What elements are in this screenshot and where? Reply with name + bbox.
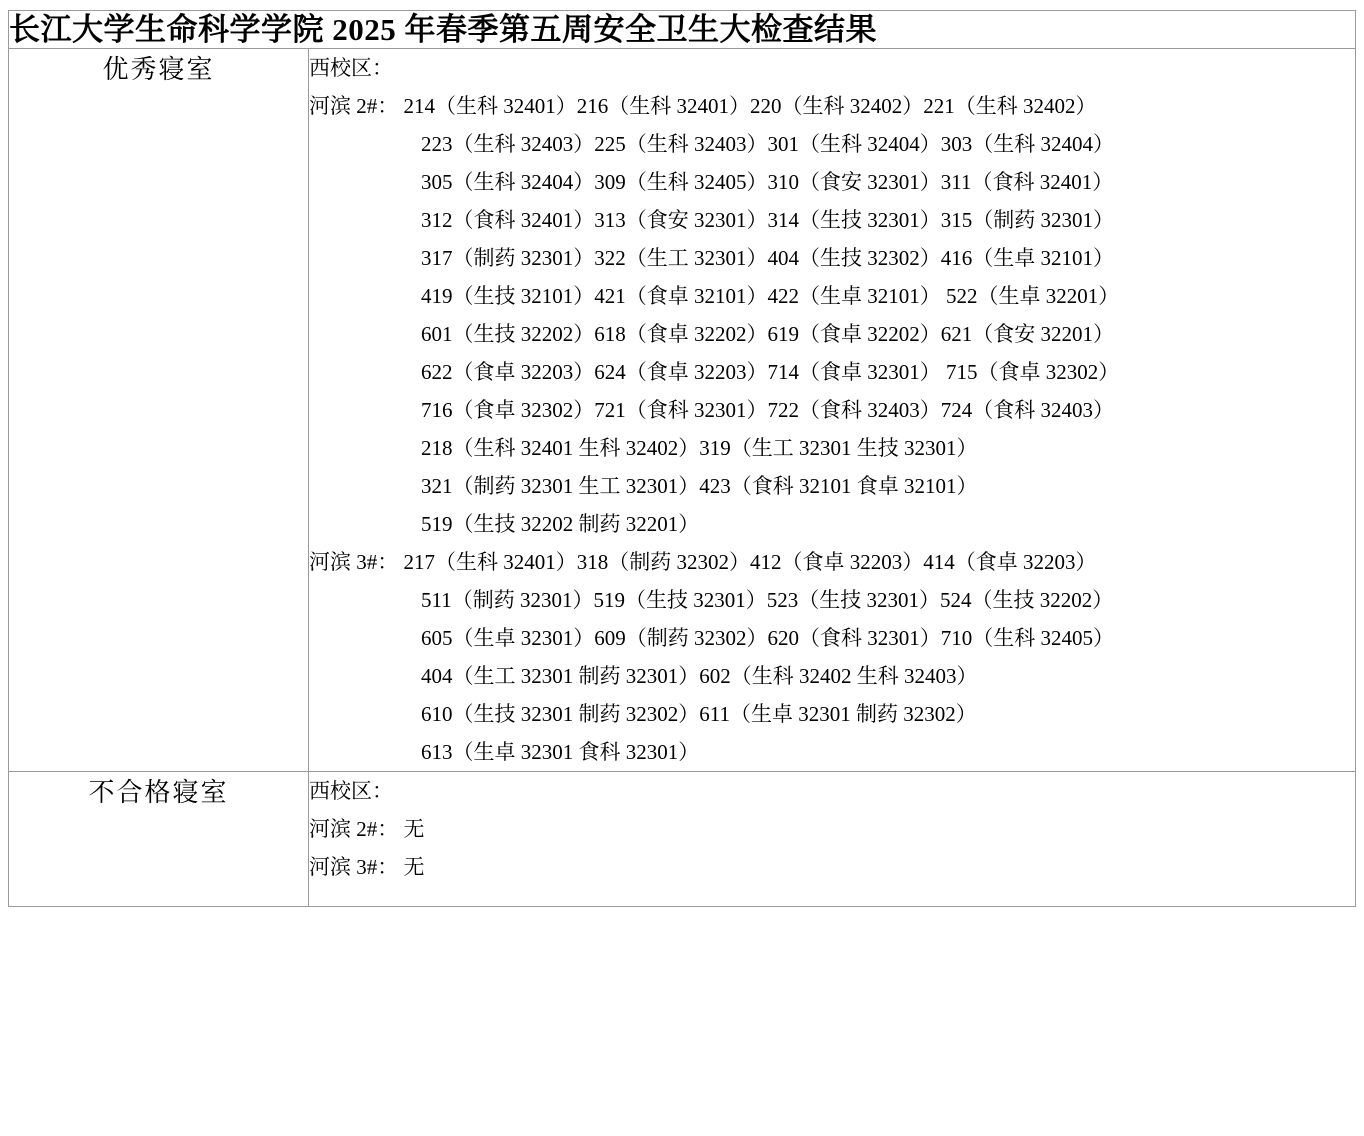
- row-label-text: 优秀寝室: [102, 55, 215, 85]
- dorm-list-line: 610（生技 32301 制药 32302）611（生卓 32301 制药 32302）: [421, 702, 977, 727]
- dorm-list-line: 601（生技 32202）618（食卓 32202）619（食卓 32202）621（食安 32201）: [421, 322, 1114, 347]
- dorm-list-line: 218（生科 32401 生科 32402）319（生工 32301 生技 32301）: [421, 436, 978, 461]
- campus-label: 西校区：: [309, 779, 393, 804]
- row-label-text: 不合格寝室: [88, 778, 229, 808]
- row-content-failed-dorms: [309, 772, 1356, 907]
- dorm-list-line: 622（食卓 32203）624（食卓 32203）714（食卓 32301） 715（食卓 32302）: [421, 360, 1120, 385]
- building-line: [309, 810, 1355, 848]
- dorm-list-line: 605（生卓 32301）609（制药 32302）620（食科 32301）710（生科 32405）: [421, 626, 1114, 651]
- dorm-list-line: 305（生科 32404）309（生科 32405）310（食安 32301）311（食科 32401）: [421, 170, 1114, 195]
- building-line: [309, 87, 1355, 125]
- dorm-list-line: 317（制药 32301）322（生工 32301）404（生技 32302）416（生卓 32101）: [421, 246, 1114, 271]
- row-content-excellent-dorms: [309, 49, 1356, 772]
- title-row: [9, 11, 1356, 49]
- dorm-list-line: 321（制药 32301 生工 32301）423（食科 32101 食卓 32101）: [421, 474, 978, 499]
- building-label: 河滨 2#：: [309, 817, 399, 842]
- building-label: 河滨 2#：: [309, 94, 399, 119]
- content-bottom-padding: [309, 886, 1355, 906]
- page-title: 长江大学生命科学学院 2025 年春季第五周安全卫生大检查结果: [9, 12, 877, 47]
- dorm-list-line: 404（生工 32301 制药 32301）602（生科 32402 生科 32403）: [421, 664, 978, 689]
- inspection-result-table: [8, 10, 1356, 907]
- dorm-list-line: 无: [403, 855, 425, 880]
- row-label-excellent-dorms: [9, 49, 309, 772]
- dorm-list-line: 716（食卓 32302）721（食科 32301）722（食科 32403）724（食科 32403）: [421, 398, 1114, 423]
- document-title-cell: [9, 11, 1356, 49]
- building-label: 河滨 3#：: [309, 855, 399, 880]
- dorm-list-line: 613（生卓 32301 食科 32301）: [421, 740, 700, 765]
- building-line: [309, 543, 1355, 581]
- building-label: 河滨 3#：: [309, 550, 399, 575]
- dorm-list-line: 214（生科 32401）216（生科 32401）220（生科 32402）221（生科 32402）: [403, 94, 1097, 119]
- dorm-list-line: 312（食科 32401）313（食安 32301）314（生技 32301）315（制药 32301）: [421, 208, 1114, 233]
- dorm-list-line: 519（生技 32202 制药 32201）: [421, 512, 700, 537]
- table-row: [9, 772, 1356, 907]
- row-label-failed-dorms: [9, 772, 309, 907]
- dorm-list-line: 无: [403, 817, 425, 842]
- dorm-list-line: 217（生科 32401）318（制药 32302）412（食卓 32203）414（食卓 32203）: [403, 550, 1097, 575]
- dorm-list-line: 223（生科 32403）225（生科 32403）301（生科 32404）303（生科 32404）: [421, 132, 1114, 157]
- table-row: [9, 49, 1356, 772]
- campus-label: 西校区：: [309, 56, 393, 81]
- dorm-list-line: 511（制药 32301）519（生技 32301）523（生技 32301）524（生技 32202）: [421, 588, 1114, 613]
- dorm-list-line: 419（生技 32101）421（食卓 32101）422（生卓 32101） 522（生卓 32201）: [421, 284, 1120, 309]
- document-page: [0, 10, 1364, 1136]
- building-line: [309, 848, 1355, 886]
